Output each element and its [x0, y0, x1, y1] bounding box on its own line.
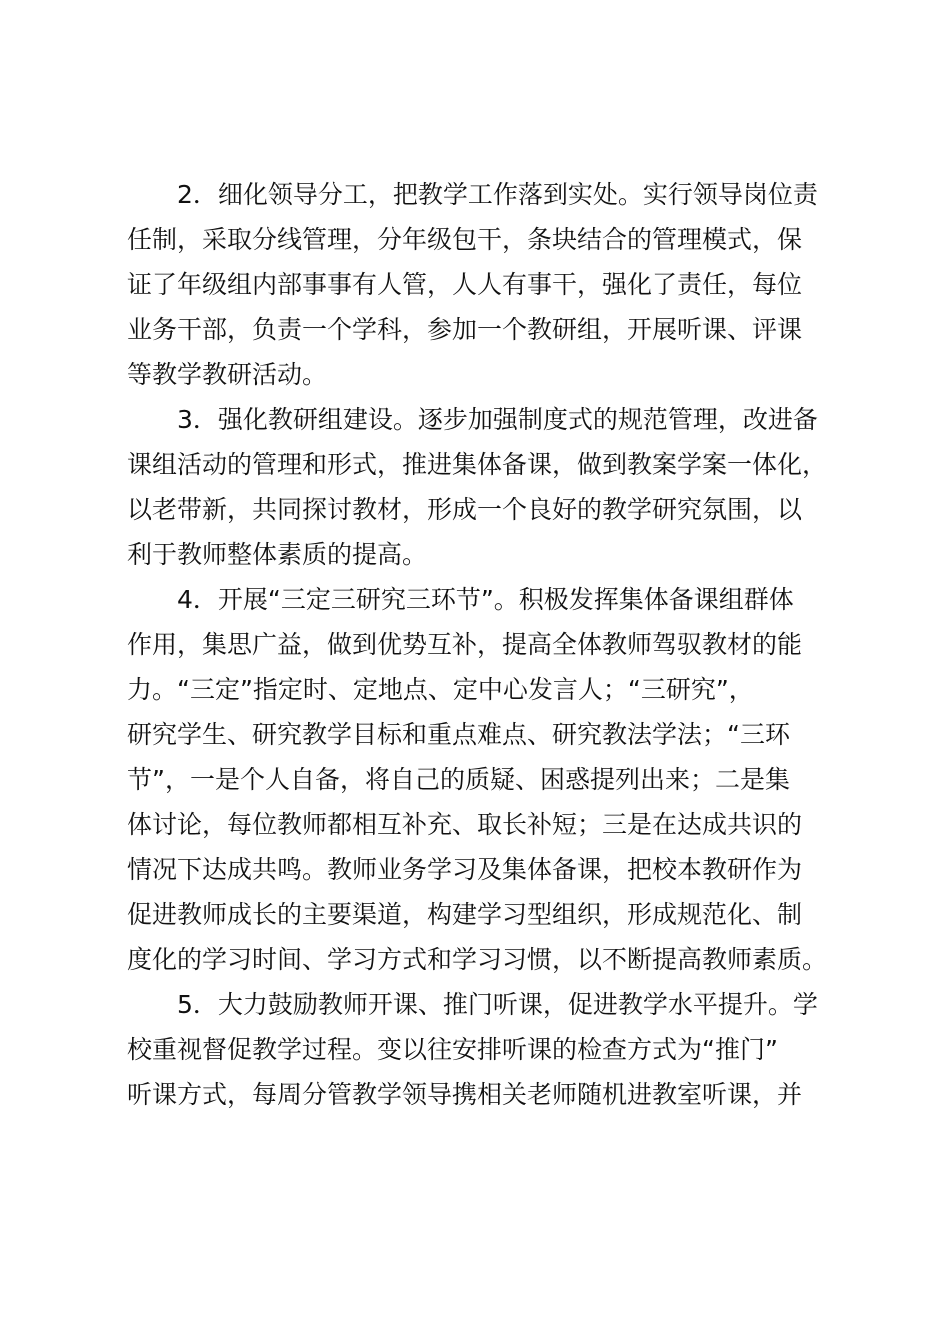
document-body	[127, 172, 833, 1117]
paragraph-line: 证了年级组内部事事有人管，人人有事干，强化了责任，每位	[127, 270, 803, 299]
paragraph-line: 业务干部，负责一个学科，参加一个教研组，开展听课、评课	[127, 315, 803, 344]
paragraph-line: 4．开展“三定三研究三环节”。积极发挥集体备课组群体	[177, 585, 794, 614]
paragraph-line: 2．细化领导分工，把教学工作落到实处。实行领导岗位责	[177, 180, 818, 209]
paragraph-line: 度化的学习时间、学习方式和学习习惯，以不断提高教师素质。	[127, 945, 828, 974]
paragraph-2	[127, 172, 833, 397]
paragraph-line: 任制，采取分线管理，分年级包干，条块结合的管理模式，保	[127, 225, 803, 254]
paragraph-line: 情况下达成共鸣。教师业务学习及集体备课，把校本教研作为	[127, 855, 803, 884]
paragraph-line: 校重视督促教学过程。变以往安排听课的检查方式为“推门”	[127, 1035, 778, 1064]
paragraph-line: 3．强化教研组建设。逐步加强制度式的规范管理，改进备	[177, 405, 818, 434]
paragraph-line: 5．大力鼓励教师开课、推门听课，促进教学水平提升。学	[177, 990, 818, 1019]
paragraph-line: 以老带新，共同探讨教材，形成一个良好的教学研究氛围，以	[127, 495, 803, 524]
paragraph-line: 研究学生、研究教学目标和重点难点、研究教法学法；“三环	[127, 720, 790, 749]
paragraph-3	[127, 397, 833, 577]
paragraph-line: 听课方式，每周分管教学领导携相关老师随机进教室听课，并	[127, 1080, 803, 1109]
paragraph-line: 节”，一是个人自备，将自己的质疑、困惑提列出来；二是集	[127, 765, 790, 794]
paragraph-line: 促进教师成长的主要渠道，构建学习型组织，形成规范化、制	[127, 900, 803, 929]
paragraph-5	[127, 982, 833, 1117]
paragraph-line: 力。“三定”指定时、定地点、定中心发言人；“三研究”，	[127, 675, 754, 704]
paragraph-line: 等教学教研活动。	[127, 360, 328, 389]
paragraph-line: 利于教师整体素质的提高。	[127, 540, 428, 569]
paragraph-line: 作用，集思广益，做到优势互补，提高全体教师驾驭教材的能	[127, 630, 803, 659]
paragraph-line: 体讨论，每位教师都相互补充、取长补短；三是在达成共识的	[127, 810, 803, 839]
paragraph-line: 课组活动的管理和形式，推进集体备课，做到教案学案一体化，	[127, 450, 828, 479]
paragraph-4	[127, 577, 833, 982]
